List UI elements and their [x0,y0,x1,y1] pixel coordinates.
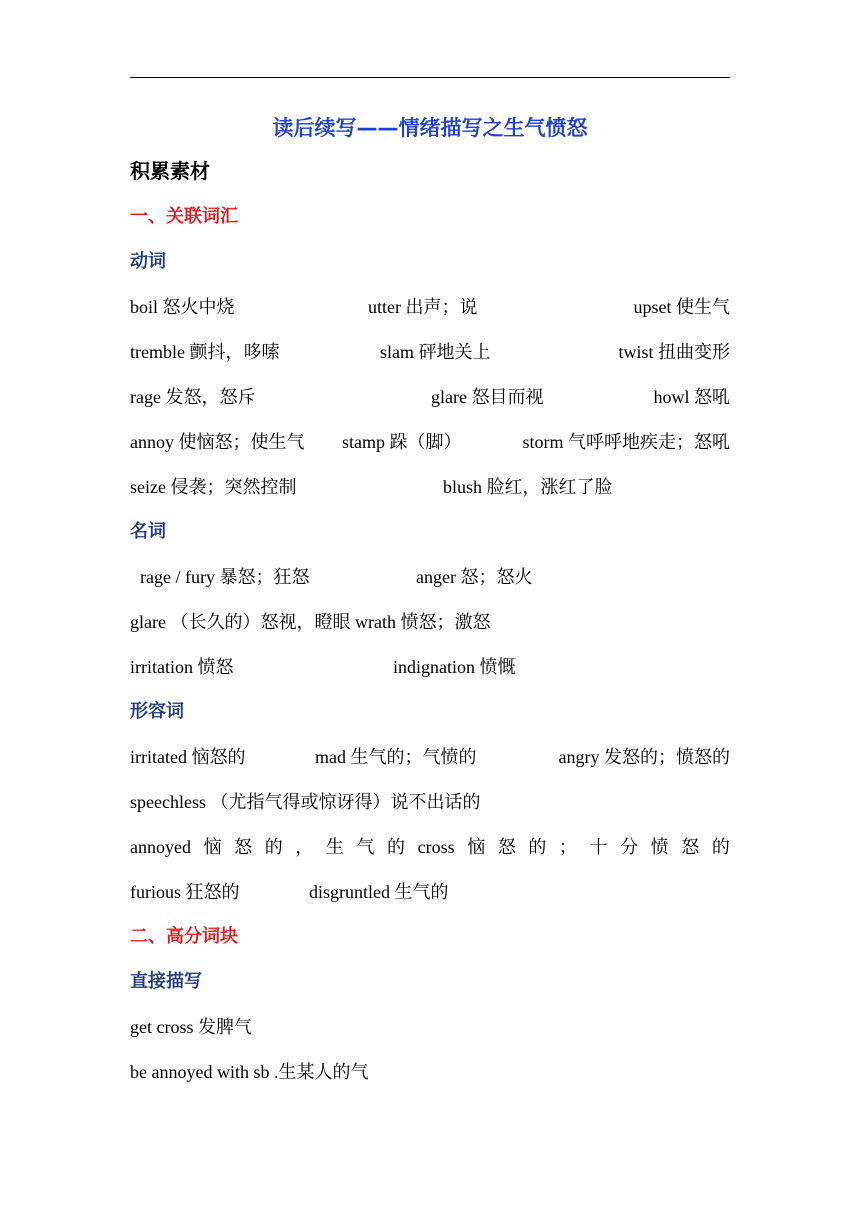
adj-token: 的 [528,837,547,857]
adj-item: speechless （尤指气得或惊讶得）说不出话的 [130,792,481,812]
phrase-item: be annoyed with sb .生某人的气 [130,1062,369,1082]
adj-token: 的 [711,837,730,857]
nouns-label: 名词 [130,521,166,542]
verb-item: boil 怒火中烧 [130,297,235,317]
adj-token: 怒 [497,837,516,857]
adj-token: 十 [589,837,608,857]
noun-item: anger 怒；怒火 [416,567,533,587]
adj-token: ， [295,837,314,857]
adj-item: mad 生气的；气愤的 [315,747,477,767]
verbs-label: 动词 [130,251,166,272]
adj-token: 的 [264,837,283,857]
noun-item: indignation 愤慨 [393,657,516,677]
adj-token: 怒 [681,837,700,857]
adj-item: irritated 恼怒的 [130,747,246,767]
page-title: 读后续写——情绪描写之生气愤怒 [272,116,588,140]
verb-item: slam 砰地关上 [380,342,491,362]
adj-token: 愤 [650,837,669,857]
verb-item: glare 怒目而视 [431,387,544,407]
verb-item: stamp 跺（脚） [342,432,462,452]
section-phrases: 二、高分词块 [130,926,238,947]
noun-item: rage / fury 暴怒；狂怒 [140,567,310,587]
adj-token: 怒 [234,837,253,857]
verb-item: tremble 颤抖，哆嗦 [130,342,280,362]
adj-token: 的 [387,837,406,857]
direct-description-label: 直接描写 [130,971,202,992]
adj-token: 恼 [203,837,222,857]
verb-item: annoy 使恼怒；使生气 [130,432,305,452]
adj-justified-line [130,834,730,860]
noun-item: irritation 愤怒 [130,657,234,677]
adj-item: disgruntled 生气的 [309,882,449,902]
adj-item: furious 狂怒的 [130,882,240,902]
adj-token: 生 [325,837,344,857]
adj-item: angry 发怒的；愤怒的 [558,747,730,767]
verb-item: howl 怒吼 [653,387,730,407]
phrase-item: get cross 发脾气 [130,1017,252,1037]
adj-token: 恼 [467,837,486,857]
adjectives-label: 形容词 [130,701,184,722]
section-related-vocab: 一、关联词汇 [130,206,238,227]
verb-item: blush 脸红，涨红了脸 [443,477,613,497]
adj-token: 分 [620,837,639,857]
verb-item: storm 气呼呼地疾走；怒吼 [522,432,730,452]
adj-token: cross [417,837,455,857]
noun-item: glare （长久的）怒视，瞪眼 wrath 愤怒；激怒 [130,612,491,632]
adj-token: annoyed [130,837,191,857]
adj-token: 气 [356,837,375,857]
verb-item: seize 侵袭；突然控制 [130,477,297,497]
adj-token: ； [558,837,577,857]
verb-item: rage 发怒，怒斥 [130,387,256,407]
verb-item: upset 使生气 [633,297,730,317]
verb-item: utter 出声；说 [368,297,478,317]
header-rule [130,77,730,78]
verb-item: twist 扭曲变形 [618,342,730,362]
heading-accumulate: 积累素材 [130,159,210,183]
